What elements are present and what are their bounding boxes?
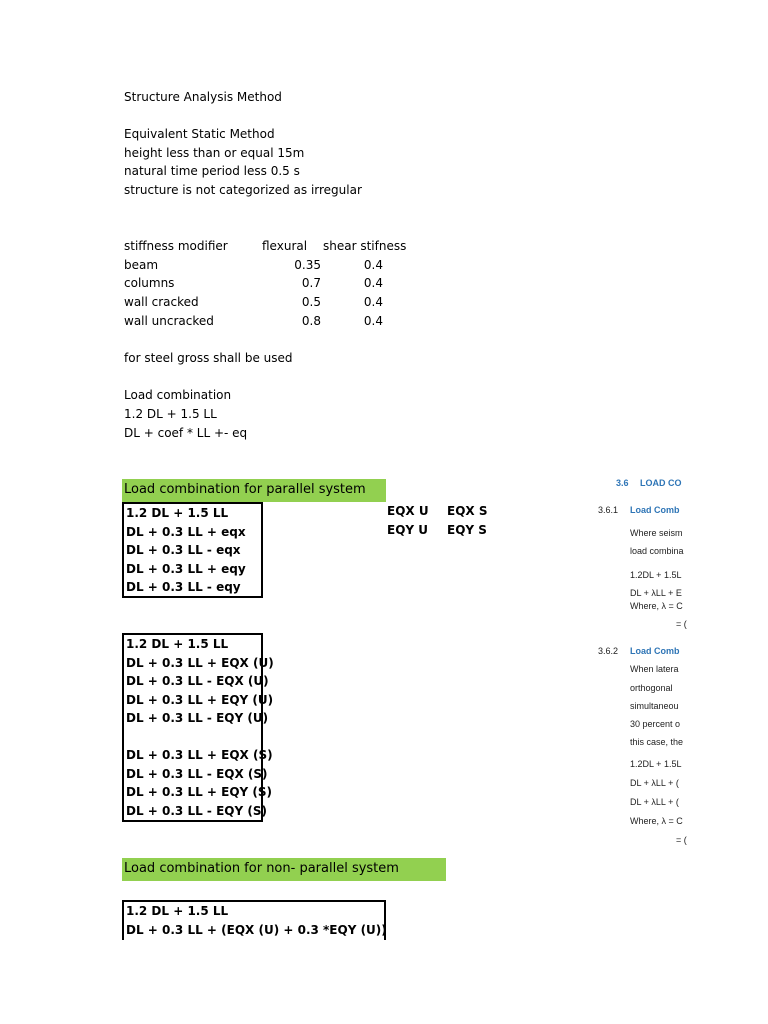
combination-row: DL + 0.3 LL + eqx bbox=[126, 524, 246, 539]
stiffness-header-shear: shear stifness bbox=[323, 239, 407, 253]
ref-subsection-title: Load Comb bbox=[630, 505, 680, 515]
combination-row: DL + 0.3 LL - EQY (S) bbox=[126, 803, 267, 818]
combination-row: DL + 0.3 LL + EQY (U) bbox=[126, 692, 274, 707]
combination-row: DL + 0.3 LL + EQY (S) bbox=[126, 785, 273, 799]
stiffness-row-name: wall uncracked bbox=[124, 314, 214, 328]
ref-text-line: DL + λLL + ( bbox=[630, 797, 679, 807]
stiffness-row-name: columns bbox=[124, 276, 175, 290]
ref-text-line: Where seism bbox=[630, 528, 683, 538]
combination-row: DL + 0.3 LL + (EQX (U) + 0.3 *EQY (U)) bbox=[126, 922, 387, 937]
stiffness-row-flexural: 0.5 bbox=[301, 295, 321, 309]
nonparallel-combination-box bbox=[122, 900, 386, 940]
stiffness-row-name: beam bbox=[124, 258, 159, 272]
stiffness-row-flexural: 0.35 bbox=[294, 258, 321, 272]
eq-label: EQY U bbox=[387, 523, 429, 537]
ref-text-line: 30 percent o bbox=[630, 719, 681, 729]
combination-row: 1.2 DL + 1.5 LL bbox=[126, 904, 229, 918]
load-combination-title: Load combination bbox=[124, 388, 232, 402]
nonparallel-system-header: Load combination for non- parallel system bbox=[122, 858, 446, 881]
parallel-combination-box bbox=[122, 502, 263, 598]
criterion-height: height less than or equal 15m bbox=[124, 146, 305, 160]
stiffness-header-modifier: stiffness modifier bbox=[124, 239, 228, 253]
ref-section-title: LOAD CO bbox=[640, 478, 682, 488]
load-combination-line: DL + coef * LL +- eq bbox=[124, 426, 248, 440]
ref-subsection-number: 3.6.1 bbox=[598, 505, 619, 515]
stiffness-row-name: wall cracked bbox=[124, 295, 199, 309]
criterion-irregular: structure is not categorized as irregular bbox=[124, 183, 362, 197]
stiffness-row-shear: 0.4 bbox=[363, 258, 383, 272]
ref-section-number: 3.6 bbox=[616, 478, 629, 488]
combination-row: 1.2 DL + 1.5 LL bbox=[126, 637, 229, 651]
combination-row: DL + 0.3 LL + EQX (U) bbox=[126, 655, 274, 670]
ref-text-line: load combina bbox=[630, 546, 684, 556]
parallel-system-header: Load combination for parallel system bbox=[122, 479, 386, 502]
combination-row: 1.2 DL + 1.5 LL bbox=[126, 506, 229, 520]
ref-text-line: orthogonal bbox=[630, 683, 673, 693]
combination-row: DL + 0.3 LL + EQX (S) bbox=[126, 748, 273, 762]
stiffness-row-shear: 0.4 bbox=[363, 295, 383, 309]
ref-text-line: this case, the bbox=[630, 737, 684, 747]
ref-text-line: Where, λ = C bbox=[630, 816, 683, 826]
combination-row: DL + 0.3 LL - EQX (U) bbox=[126, 674, 269, 688]
page-title: Structure Analysis Method bbox=[124, 90, 282, 104]
combination-row: DL + 0.3 LL - eqy bbox=[126, 580, 241, 594]
stiffness-row-flexural: 0.8 bbox=[301, 314, 321, 328]
ref-text-line: DL + λLL + ( bbox=[630, 778, 679, 788]
eq-label: EQY S bbox=[447, 523, 487, 537]
combination-row: DL + 0.3 LL - EQY (U) bbox=[126, 711, 269, 725]
method-name: Equivalent Static Method bbox=[124, 127, 275, 141]
ref-subsection-number: 3.6.2 bbox=[598, 646, 619, 656]
ref-text-line: When latera bbox=[630, 664, 679, 674]
load-combination-line: 1.2 DL + 1.5 LL bbox=[124, 407, 217, 421]
ref-text-line: = ( bbox=[676, 835, 687, 845]
code-reference-excerpt bbox=[596, 474, 690, 854]
ref-text-line: DL + λLL + E bbox=[630, 588, 682, 598]
parallel-expanded-combination-box bbox=[122, 633, 274, 822]
ref-subsection-title: Load Comb bbox=[630, 646, 680, 656]
stiffness-row-shear: 0.4 bbox=[363, 276, 383, 290]
ref-text-line: Where, λ = C bbox=[630, 601, 683, 611]
criterion-period: natural time period less 0.5 s bbox=[124, 164, 300, 178]
steel-note: for steel gross shall be used bbox=[124, 351, 293, 365]
stiffness-row-shear: 0.4 bbox=[363, 314, 383, 328]
ref-text-line: 1.2DL + 1.5L bbox=[630, 570, 682, 580]
ref-text-line: = ( bbox=[676, 619, 687, 629]
ref-text-line: 1.2DL + 1.5L bbox=[630, 759, 682, 769]
eq-label: EQX S bbox=[447, 504, 488, 518]
stiffness-row-flexural: 0.7 bbox=[301, 276, 321, 290]
eq-label: EQX U bbox=[387, 504, 429, 518]
ref-text-line: simultaneou bbox=[630, 701, 679, 711]
stiffness-header-flexural: flexural bbox=[262, 239, 308, 253]
combination-row: DL + 0.3 LL + eqy bbox=[126, 561, 246, 576]
combination-row: DL + 0.3 LL - EQX (S) bbox=[126, 766, 268, 781]
combination-row: DL + 0.3 LL - eqx bbox=[126, 543, 241, 557]
